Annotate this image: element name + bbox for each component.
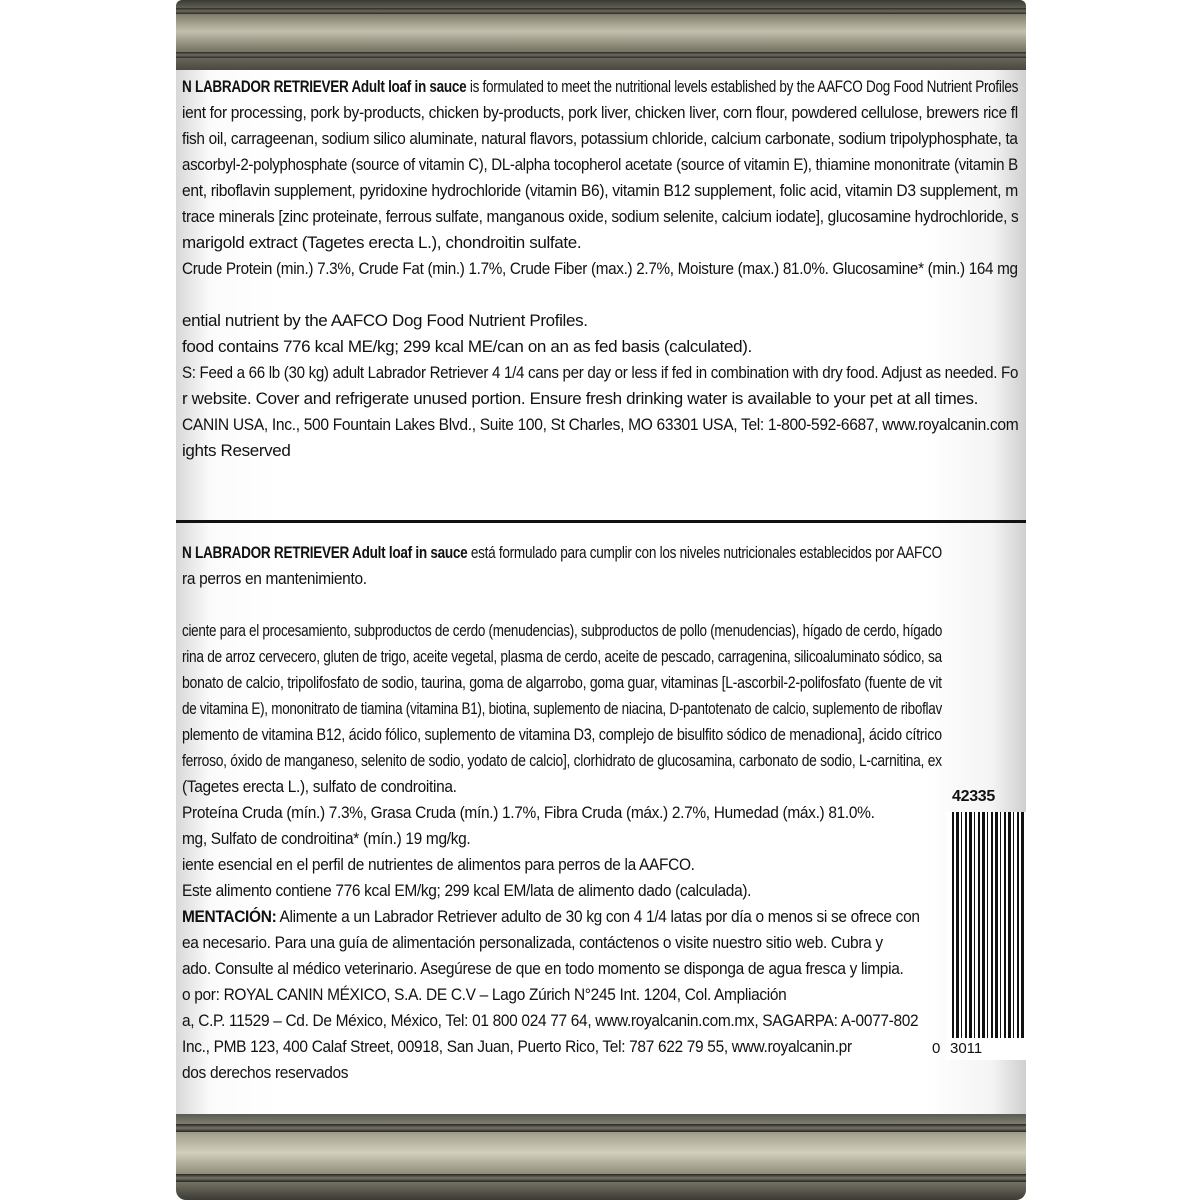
label-line-text: (Tagetes erecta L.), sulfato de condroitina.	[182, 777, 457, 796]
label-line-text: trace minerals [zinc proteinate, ferrous sulfate, manganous oxide, sodium selenite, calcium iodate], glucosamine hydrochloride, s	[182, 207, 1018, 226]
label-line	[182, 308, 1018, 334]
label-line	[182, 774, 942, 800]
barcode-lead-digit: 0	[932, 1040, 941, 1057]
barcode	[932, 812, 1026, 1060]
label-line	[182, 1008, 942, 1034]
label-line	[182, 904, 942, 930]
product-code: 42335	[952, 788, 995, 805]
label-line-text: ascorbyl-2-polyphosphate (source of vitamin C), DL-alpha tocopherol acetate (source of vitamin E), thiamine mononitrate (vitamin B	[182, 155, 1018, 174]
label-line-text: ea necesario. Para una guía de alimentación personalizada, contáctenos o visite nuestro sitio web. Cubra y	[182, 933, 883, 952]
label-line	[182, 670, 942, 696]
label-line-text: plemento de vitamina B12, ácido fólico, suplemento de vitamina D3, complejo de bisulfito sódico de menadiona], ácido cítrico	[182, 725, 942, 744]
label-line	[182, 644, 942, 670]
label-line	[182, 618, 943, 644]
label-line	[182, 800, 942, 826]
can-bottom-rim	[176, 1114, 1026, 1200]
label-spanish-panel	[182, 540, 1018, 1114]
label-line-text: ights Reserved	[182, 441, 291, 460]
label-line-text: rina de arroz cervecero, gluten de trigo, aceite vegetal, plasma de cerdo, aceite de pescado, carragenina, silicoaluminato sódico, sa	[182, 647, 942, 666]
label-line	[182, 566, 942, 592]
label-line-text: Crude Protein (min.) 7.3%, Crude Fat (min.) 1.7%, Crude Fiber (max.) 2.7%, Moisture (max.) 81.0%. Glucosamine* (min.) 164 mg	[182, 259, 1018, 278]
label-line	[182, 982, 942, 1008]
label-line-text: ado. Consulte al médico veterinario. Asegúrese de que en todo momento se disponga de agua fresca y limpia.	[182, 959, 904, 978]
label-line	[182, 1034, 942, 1060]
label-line	[182, 956, 942, 982]
label-line	[182, 748, 942, 774]
label-line-text: ra perros en mantenimiento.	[182, 569, 367, 588]
label-line-text: marigold extract (Tagetes erecta L.), chondroitin sulfate.	[182, 233, 582, 252]
label-line-text: fish oil, carrageenan, sodium silico aluminate, natural flavors, potassium chloride, calcium carbonate, sodium tripolyphosphate, ta	[182, 129, 1018, 148]
label-line-text: Este alimento contiene 776 kcal EM/kg; 299 kcal EM/lata de alimento dado (calculada).	[182, 881, 752, 900]
can-top-rim	[176, 0, 1026, 70]
label-line	[182, 438, 1018, 464]
label-line-text: ferroso, óxido de manganeso, selenito de sodio, yodato de calcio], clorhidrato de glucosamina, carbonato de sodio, L-carnitina, ex	[182, 751, 942, 770]
label-line-bold: N LABRADOR RETRIEVER Adult loaf in sauce	[182, 543, 468, 562]
label-line-text: Inc., PMB 123, 400 Calaf Street, 00918, San Juan, Puerto Rico, Tel: 787 622 79 55, www.royalcanin.pr	[182, 1037, 852, 1056]
label-line	[182, 826, 942, 852]
label-line	[182, 386, 1018, 412]
label-line-text: a, C.P. 11529 – Cd. De México, México, Tel: 01 800 024 77 64, www.royalcanin.com.mx, SAGARPA: A-0077-802	[182, 1011, 919, 1030]
label-line	[182, 930, 942, 956]
label-line-text: Proteína Cruda (mín.) 7.3%, Grasa Cruda (mín.) 1.7%, Fibra Cruda (máx.) 2.7%, Humedad (máx.) 81.0%.	[182, 803, 875, 822]
label-line-text: r website. Cover and refrigerate unused portion. Ensure fresh drinking water is available to your pet at all times.	[182, 389, 979, 408]
label-line-text: CANIN USA, Inc., 500 Fountain Lakes Blvd., Suite 100, St Charles, MO 63301 USA, Tel: 1-800-592-6687, www.royalcanin.com	[182, 415, 1018, 434]
label-line-text: iente esencial en el perfil de nutrientes de alimentos para perros de la AAFCO.	[182, 855, 695, 874]
label-line	[182, 852, 942, 878]
label-line-text: dos derechos reservados	[182, 1063, 349, 1082]
label-blank-line	[182, 592, 1018, 618]
label-line-text: is formulated to meet the nutritional levels established by the AAFCO Dog Food Nutrient Profiles	[466, 77, 1018, 96]
label-line-text: ient for processing, pork by-products, chicken by-products, pork liver, chicken liver, corn flour, powdered cellulose, brewers rice fl	[182, 103, 1018, 122]
label-line	[182, 126, 1018, 152]
barcode-bars	[952, 812, 1026, 1038]
label-line	[182, 540, 942, 566]
label-line	[182, 152, 1018, 178]
label-line-bold: MENTACIÓN:	[182, 907, 277, 926]
label-line	[182, 256, 1018, 282]
label-line	[182, 360, 1018, 386]
label-line	[182, 696, 942, 722]
label-line-text: o por: ROYAL CANIN MÉXICO, S.A. DE C.V – Lago Zúrich N°245 Int. 1204, Col. Ampliación	[182, 985, 787, 1004]
barcode-digits: 3011	[950, 1040, 983, 1057]
label-line-text: bonato de calcio, tripolifosfato de sodio, taurina, goma de algarrobo, goma guar, vitaminas [L-ascorbil-2-polifosfato (fuente de vit	[182, 673, 942, 692]
label-line	[182, 178, 1018, 204]
label-line-text: está formulado para cumplir con los niveles nutricionales establecidos por AAFCO	[467, 543, 942, 562]
label-line	[182, 412, 1018, 438]
label-line-text: de vitamina E), mononitrato de tiamina (vitamina B1), biotina, suplemento de niacina, D-pantotenato de calcio, suplemento de riboflav	[182, 699, 942, 718]
label-line	[182, 204, 1018, 230]
label-line	[182, 722, 942, 748]
label-line	[182, 230, 1018, 256]
label-line-text: Alimente a un Labrador Retriever adulto de 30 kg con 4 1/4 latas por día o menos si se ofrece con	[276, 907, 920, 926]
label-line	[182, 74, 1018, 100]
label-line	[182, 1060, 942, 1086]
label-english-panel	[182, 74, 1018, 514]
label-line-text: ciente para el procesamiento, subproductos de cerdo (menudencias), subproductos de pollo (menudencias), hígado de cerdo, hígado	[182, 621, 943, 640]
label-line-text: mg, Sulfato de condroitina* (mín.) 19 mg/kg.	[182, 829, 471, 848]
label-blank-line	[182, 282, 1018, 308]
label-line	[182, 878, 942, 904]
label-line-text: S: Feed a 66 lb (30 kg) adult Labrador Retriever 4 1/4 cans per day or less if fed in combination with dry food. Adjust as needed. Fo	[182, 363, 1018, 382]
dog-food-can	[176, 0, 1026, 1200]
can-label	[176, 70, 1026, 1114]
label-line-text: food contains 776 kcal ME/kg; 299 kcal ME/can on an as fed basis (calculated).	[182, 337, 752, 356]
label-line-bold: N LABRADOR RETRIEVER Adult loaf in sauce	[182, 77, 467, 96]
label-line	[182, 334, 1018, 360]
label-line-text: ential nutrient by the AAFCO Dog Food Nutrient Profiles.	[182, 311, 588, 330]
label-divider	[176, 520, 1026, 523]
label-line	[182, 100, 1018, 126]
label-line-text: ent, riboflavin supplement, pyridoxine hydrochloride (vitamin B6), vitamin B12 supplement, folic acid, vitamin D3 supplement, m	[182, 181, 1018, 200]
